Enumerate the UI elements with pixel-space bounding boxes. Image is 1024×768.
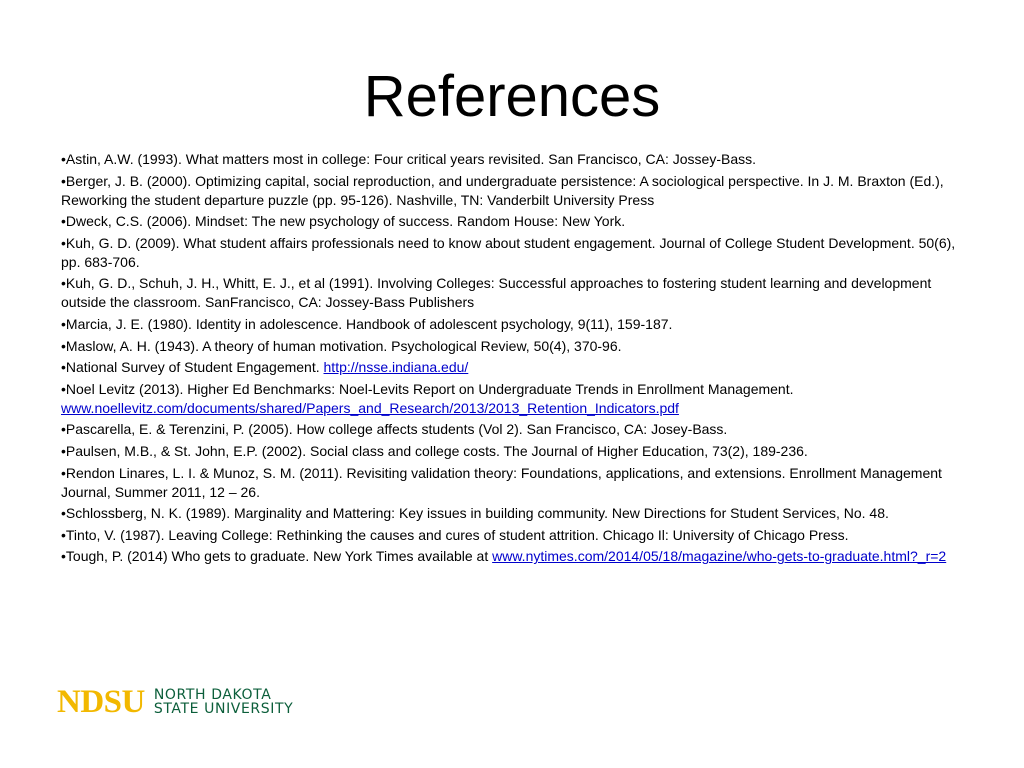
reference-item [61, 547, 971, 566]
reference-list [61, 150, 971, 569]
reference-text: •Noel Levitz (2013). Higher Ed Benchmarks: Noel-Levits Report on Undergraduate Trends in Enrollment Management. [61, 380, 794, 397]
reference-text: •Marcia, J. E. (1980). Identity in adolescence. Handbook of adolescent psychology, 9(11), 159-187. [61, 315, 673, 332]
reference-text: •Kuh, G. D. (2009). What student affairs professionals need to know about student engagement. Journal of College Student Development. 50(6), pp. 683-706. [61, 234, 956, 270]
logo-wordmark [154, 688, 293, 717]
reference-text: •Maslow, A. H. (1943). A theory of human motivation. Psychological Review, 50(4), 370-96. [61, 337, 622, 354]
reference-item [61, 526, 971, 545]
reference-item [61, 274, 971, 312]
reference-text: •Pascarella, E. & Terenzini, P. (2005). How college affects students (Vol 2). San Francisco, CA: Josey-Bass. [61, 421, 728, 438]
reference-text: •Kuh, G. D., Schuh, J. H., Whitt, E. J., et al (1991). Involving Colleges: Successful approaches to fostering student learning and development outside the classroom. SanFrancisco, CA: Jossey-Bass Publishers [61, 275, 932, 311]
reference-item [61, 420, 971, 439]
reference-item [61, 337, 971, 356]
reference-text: •Astin, A.W. (1993). What matters most in college: Four critical years revisited. San Francisco, CA: Jossey-Bass. [61, 151, 757, 167]
logo-line-1: NORTH DAKOTA [153, 686, 272, 703]
reference-item [61, 358, 971, 377]
reference-item [61, 442, 971, 461]
reference-text: •Tinto, V. (1987). Leaving College: Rethinking the causes and cures of student attrition. Chicago Il: University of Chicago Press. [61, 526, 849, 543]
reference-item [61, 234, 971, 272]
reference-link[interactable]: www.nytimes.com/2014/05/18/magazine/who-gets-to-graduate.html?_r=2 [492, 548, 947, 565]
reference-item [61, 150, 971, 169]
reference-item [61, 504, 971, 523]
reference-item [61, 212, 971, 231]
logo-line-2: STATE UNIVERSITY [153, 701, 294, 717]
reference-link[interactable]: www.noellevitz.com/documents/shared/Papers_and_Research/2013/2013_Retention_Indicators.pdf [61, 399, 679, 416]
reference-text: •Tough, P. (2014) Who gets to graduate. New York Times available at [61, 548, 493, 565]
reference-text: •Dweck, C.S. (2006). Mindset: The new psychology of success. Random House: New York. [61, 213, 626, 230]
reference-item [61, 380, 971, 418]
reference-text: •Berger, J. B. (2000). Optimizing capital, social reproduction, and undergraduate persistence: A sociological perspective. In J. M. Braxton (Ed.), Reworking the student departure puzzle (pp. 95-126). Nashville, TN: Vanderbilt University Press [61, 172, 944, 208]
reference-text: •Schlossberg, N. K. (1989). Marginality and Mattering: Key issues in building community. New Directions for Student Services, No. 48. [61, 505, 889, 522]
reference-item [61, 172, 971, 210]
reference-link[interactable]: http://nsse.indiana.edu/ [323, 359, 469, 376]
ndsu-logo [57, 686, 293, 718]
reference-item [61, 464, 971, 502]
page-title: References [363, 64, 661, 129]
reference-text: •National Survey of Student Engagement. [61, 359, 324, 376]
reference-text: •Paulsen, M.B., & St. John, E.P. (2002). Social class and college costs. The Journal of Higher Education, 73(2), 189-236. [61, 442, 808, 459]
reference-text: •Rendon Linares, L. I. & Munoz, S. M. (2011). Revisiting validation theory: Foundations, applications, and extensions. Enrollment Management Journal, Summer 2011, 12 – 26. [61, 464, 942, 500]
reference-item [61, 315, 971, 334]
logo-mark: NDSU [57, 684, 145, 720]
